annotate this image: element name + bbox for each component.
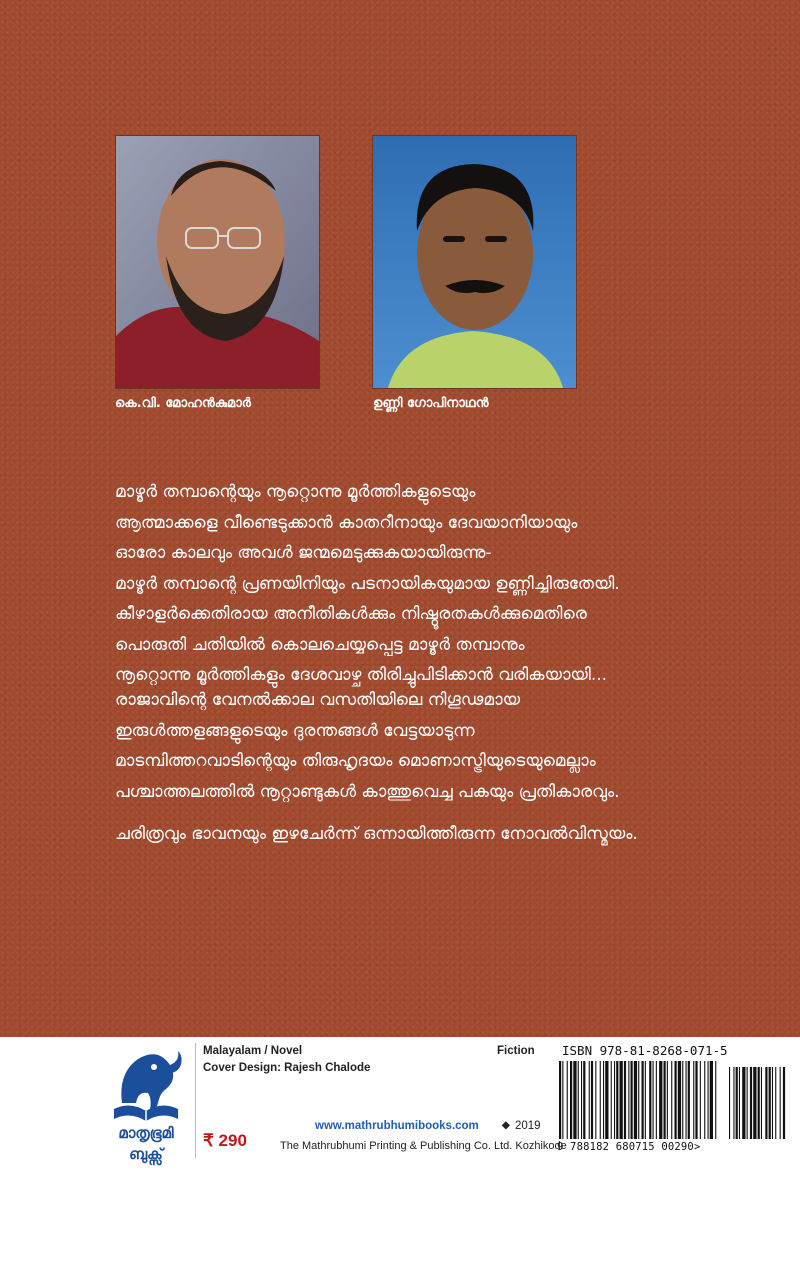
barcode-bar bbox=[578, 1061, 579, 1139]
blurb-line: മാഴൂർ തമ്പാന്റെയും നൂറ്റൊന്നു മൂർത്തികളുടെയും bbox=[115, 482, 476, 502]
publisher-logo-line2: ബുക്സ് bbox=[129, 1145, 163, 1163]
barcode-bar bbox=[695, 1061, 697, 1139]
barcode-bar bbox=[589, 1061, 590, 1139]
barcode-bar bbox=[649, 1061, 651, 1139]
barcode-bar bbox=[659, 1061, 662, 1139]
barcode-bar bbox=[708, 1061, 709, 1139]
blurb-line: കീഴാളർക്കെതിരായ അനീതികൾക്കും നിഷ്ഠൂരതകൾക്കുമെതിരെ bbox=[115, 604, 587, 624]
price-label: ₹ 290 bbox=[203, 1131, 247, 1150]
barcode-bar bbox=[653, 1061, 654, 1139]
barcode-bar bbox=[704, 1061, 705, 1139]
blurb-line: ചരിത്രവും ഭാവനയും ഇഴചേർന്ന് ഒന്നായിത്തീരുന്ന നോവൽവിസ്മയം. bbox=[115, 824, 638, 844]
blurb-paragraph-1 bbox=[115, 477, 755, 691]
blurb-line: രാജാവിന്റെ വേനൽക്കാല വസതിയിലെ നിഗൂഢമായ bbox=[115, 690, 521, 710]
publisher-website-link[interactable]: www.mathrubhumibooks.com bbox=[315, 1120, 479, 1132]
barcode-bar bbox=[614, 1061, 615, 1139]
isbn-barcode bbox=[557, 1061, 787, 1141]
barcode-bar bbox=[624, 1061, 626, 1139]
barcode-bar bbox=[675, 1061, 677, 1139]
barcode-addon-bar bbox=[765, 1067, 767, 1139]
barcode-bar bbox=[620, 1061, 623, 1139]
barcode-bar bbox=[656, 1061, 657, 1139]
diamond-separator-icon: ◆ bbox=[502, 1120, 510, 1131]
barcode-bar bbox=[567, 1061, 568, 1139]
barcode-addon-bar bbox=[742, 1067, 745, 1139]
author-photo-left bbox=[115, 135, 320, 389]
blurb-line: ഇരുൾത്തളങ്ങളുടെയും ദുരന്തങ്ങൾ വേട്ടയാടുന്ന bbox=[115, 720, 475, 741]
barcode-addon-bar bbox=[733, 1067, 734, 1139]
barcode-bar bbox=[600, 1061, 601, 1139]
barcode-bar bbox=[562, 1061, 563, 1139]
barcode-addon-bar bbox=[736, 1067, 738, 1139]
barcode-bar bbox=[682, 1061, 683, 1139]
barcode-bar bbox=[671, 1061, 672, 1139]
barcode-bar bbox=[693, 1061, 694, 1139]
barcode-addon-bar bbox=[758, 1067, 760, 1139]
barcode-bar bbox=[688, 1061, 690, 1139]
blurb-line: മാഴൂർ തമ്പാന്റെ പ്രണയിനിയും പടനായികയുമായ ഉണ്ണിച്ചിരുതേയി. bbox=[115, 573, 620, 594]
blurb-line: പശ്ചാത്തലത്തിൽ നൂറ്റാണ്ടുകൾ കാത്തുവെച്ച പകയും പ്രതികാരവും. bbox=[115, 781, 620, 802]
barcode-addon-bar bbox=[753, 1067, 756, 1139]
barcode-bar bbox=[634, 1061, 637, 1139]
barcode-bar bbox=[559, 1061, 561, 1139]
barcode-bar bbox=[605, 1061, 608, 1139]
blurb-line: മാടമ്പിത്തറവാടിന്റെയും തിരുഹൃദയം മൊണാസ്ട്രിയുടെയുമെല്ലാം bbox=[115, 751, 596, 771]
barcode-bar bbox=[715, 1061, 716, 1139]
barcode-bar bbox=[611, 1061, 612, 1139]
barcode-bar bbox=[642, 1061, 644, 1139]
barcode-bar bbox=[591, 1061, 593, 1139]
barcode-bar bbox=[570, 1061, 572, 1139]
barcode-bar bbox=[664, 1061, 666, 1139]
barcode-bar bbox=[678, 1061, 681, 1139]
category-label: Fiction bbox=[497, 1045, 535, 1057]
barcode-bar bbox=[583, 1061, 585, 1139]
publication-year: 2019 bbox=[515, 1120, 541, 1132]
barcode-bar bbox=[628, 1061, 629, 1139]
barcode-bar bbox=[686, 1061, 687, 1139]
blurb-line: പൊരുതി ചതിയിൽ കൊലചെയ്യപ്പെട്ട മാഴൂർ തമ്പാനും bbox=[115, 634, 525, 655]
publisher-name: The Mathrubhumi Printing & Publishing Co. Ltd. Kozhikode bbox=[280, 1140, 567, 1152]
barcode-addon-bar bbox=[769, 1067, 771, 1139]
barcode-bar bbox=[573, 1061, 576, 1139]
barcode-addon-bar bbox=[750, 1067, 752, 1139]
barcode-bar bbox=[667, 1061, 668, 1139]
barcode-bar bbox=[631, 1061, 633, 1139]
barcode-addon-bar bbox=[761, 1067, 762, 1139]
barcode-addon-bar bbox=[772, 1067, 773, 1139]
barcode-bar bbox=[616, 1061, 618, 1139]
barcode-addon-bar bbox=[780, 1067, 781, 1139]
isbn-label: ISBN 978-81-8268-071-5 bbox=[562, 1043, 728, 1058]
barcode-digits: 9 788182 680715 00290> bbox=[557, 1141, 701, 1153]
elephant-book-icon bbox=[108, 1043, 184, 1123]
author-name-right: ഉണ്ണി ഗോപിനാഥൻ bbox=[373, 396, 489, 411]
blurb-line: ആത്മാക്കളെ വീണ്ടെടുക്കാൻ കാതറീനായും ദേവയാനിയായും bbox=[115, 512, 578, 533]
blurb-line: നൂറ്റൊന്നു മൂർത്തികളും ദേശവാഴ്ച തിരിച്ചുപിടിക്കാൻ വരികയായി... bbox=[115, 665, 608, 685]
genre-label: Malayalam / Novel bbox=[203, 1045, 303, 1057]
cover-design-credit: Cover Design: Rajesh Chalode bbox=[203, 1062, 371, 1074]
barcode-bar bbox=[645, 1061, 646, 1139]
barcode-addon-bar bbox=[729, 1067, 730, 1139]
barcode-addon-bar bbox=[775, 1067, 776, 1139]
author-name-left: കെ.വി. മോഹൻകുമാർ bbox=[115, 396, 251, 411]
barcode-bar bbox=[710, 1061, 713, 1139]
barcode-bar bbox=[603, 1061, 604, 1139]
barcode-bar bbox=[581, 1061, 582, 1139]
blurb-paragraph-3 bbox=[115, 819, 755, 850]
author-photo-right bbox=[372, 135, 577, 389]
publisher-logo-line1: മാതൃഭൂമി bbox=[118, 1124, 174, 1142]
barcode-addon-bar bbox=[739, 1067, 740, 1139]
blurb-line: ഓരോ കാലവും അവൾ ജന്മമെടുക്കുകയായിരുന്നു- bbox=[115, 543, 492, 563]
barcode-addon-bar bbox=[747, 1067, 748, 1139]
blurb-paragraph-2 bbox=[115, 685, 755, 807]
barcode-bar bbox=[700, 1061, 701, 1139]
barcode-addon-bar bbox=[783, 1067, 785, 1139]
footer-divider bbox=[195, 1043, 196, 1158]
barcode-bar bbox=[595, 1061, 596, 1139]
barcode-bar bbox=[638, 1061, 639, 1139]
